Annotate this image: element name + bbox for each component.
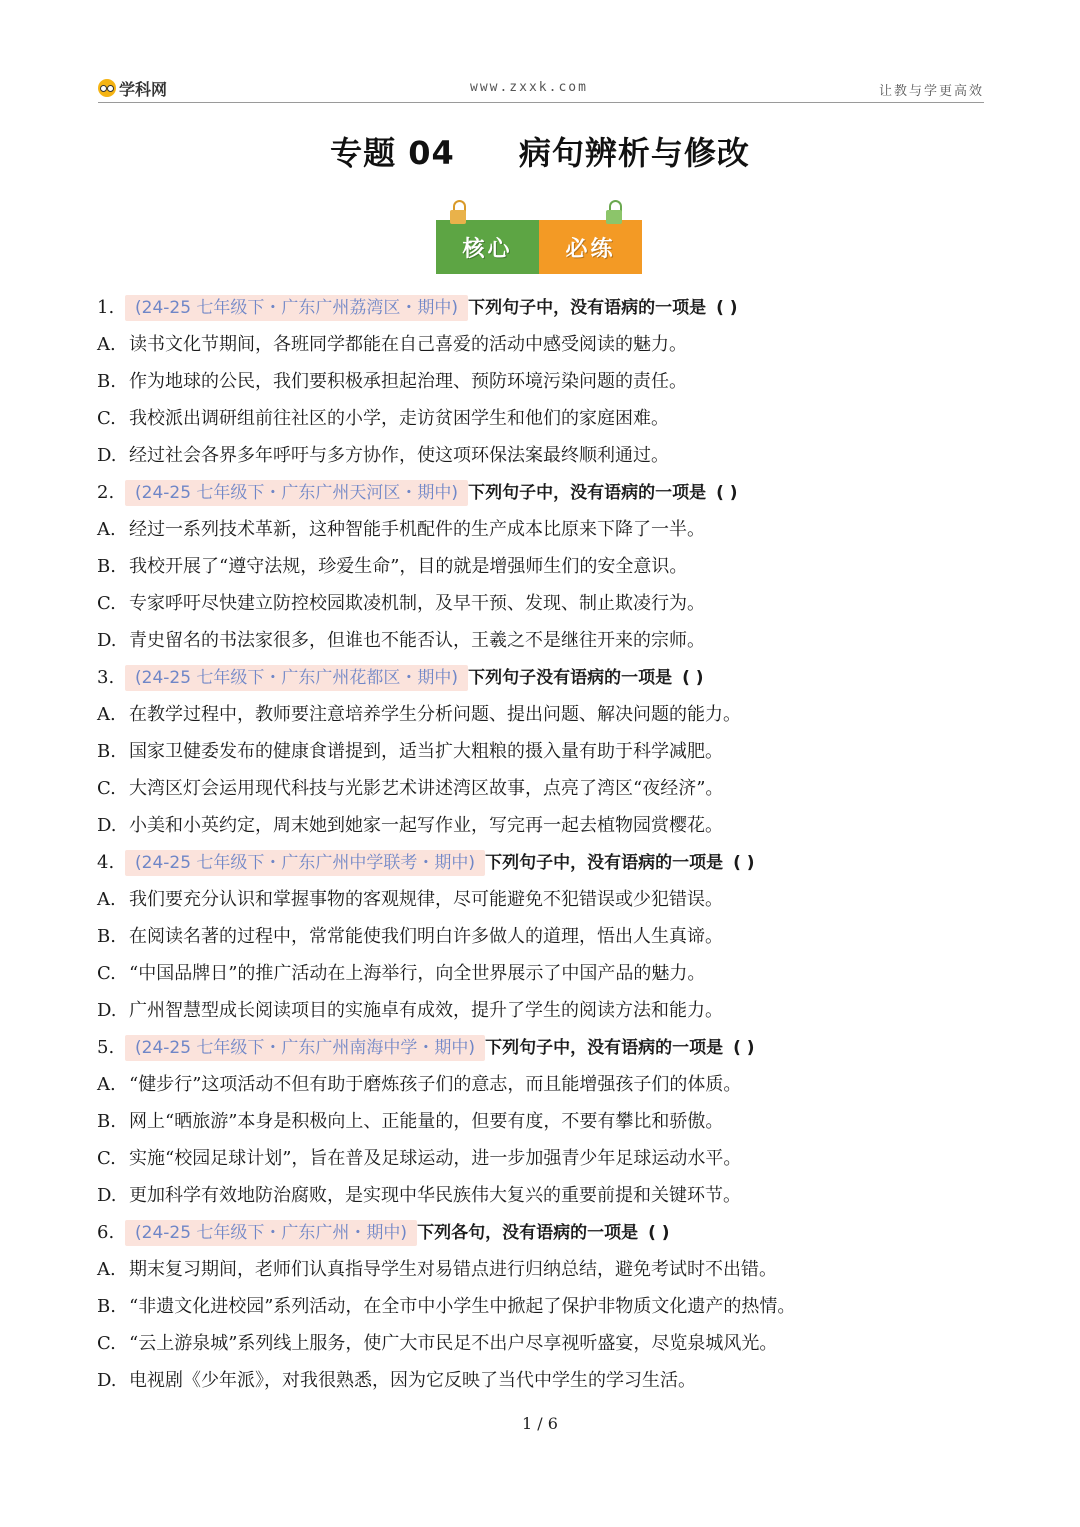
answer-blank: ( ) xyxy=(733,853,755,873)
option-item xyxy=(97,1066,987,1103)
option-item xyxy=(97,400,987,437)
question-source: (24-25 七年级下・广东广州南海中学・期中) xyxy=(125,1035,485,1061)
answer-blank: ( ) xyxy=(648,1223,670,1243)
option-letter: C. xyxy=(97,963,116,984)
slogan: 让教与学更高效 xyxy=(878,84,984,99)
option-item xyxy=(97,585,987,622)
question-text: 下列各句，没有语病的一项是 xyxy=(417,1223,639,1243)
option-text: 读书文化节期间，各班同学都能在自己喜爱的活动中感受阅读的魅力。 xyxy=(129,334,687,355)
option-letter: C. xyxy=(97,408,116,429)
page-number: 1 / 6 xyxy=(522,1414,558,1433)
question-number: 1. xyxy=(97,297,115,318)
question-source: (24-25 七年级下・广东广州花都区・期中) xyxy=(125,665,468,691)
option-letter: D. xyxy=(97,445,117,466)
option-letter: B. xyxy=(97,741,116,762)
site-logo[interactable] xyxy=(98,76,167,100)
question-stem xyxy=(97,1029,987,1066)
option-item xyxy=(97,1103,987,1140)
question-text: 下列句子没有语病的一项是 xyxy=(468,668,673,688)
answer-blank: ( ) xyxy=(682,668,704,688)
option-item xyxy=(97,363,987,400)
question-number: 6. xyxy=(97,1222,115,1243)
question-stem xyxy=(97,289,987,326)
answer-blank: ( ) xyxy=(716,483,738,503)
option-item xyxy=(97,437,987,474)
option-item xyxy=(97,955,987,992)
option-item xyxy=(97,1325,987,1362)
option-text: 实施“校园足球计划”，旨在普及足球运动，进一步加强青少年足球运动水平。 xyxy=(129,1148,742,1169)
option-letter: B. xyxy=(97,1111,116,1132)
question-number: 4. xyxy=(97,852,115,873)
option-text: 期末复习期间，老师们认真指导学生对易错点进行归纳总结，避免考试时不出错。 xyxy=(129,1259,777,1280)
option-letter: B. xyxy=(97,371,116,392)
option-item xyxy=(97,807,987,844)
question-source: (24-25 七年级下・广东广州荔湾区・期中) xyxy=(125,295,468,321)
option-letter: B. xyxy=(97,1296,116,1317)
question-list xyxy=(97,289,987,1399)
question-text: 下列句子中，没有语病的一项是 xyxy=(468,298,707,318)
question-number: 2. xyxy=(97,482,115,503)
option-text: 大湾区灯会运用现代科技与光影艺术讲述湾区故事，点亮了湾区“夜经济”。 xyxy=(129,778,724,799)
option-text: “非遗文化进校园”系列活动，在全市中小学生中掀起了保护非物质文化遗产的热情。 xyxy=(129,1296,796,1317)
option-text: “中国品牌日”的推广活动在上海举行，向全世界展示了中国产品的魅力。 xyxy=(129,963,706,984)
question-number: 5. xyxy=(97,1037,115,1058)
option-item xyxy=(97,1288,987,1325)
answer-blank: ( ) xyxy=(716,298,738,318)
binder-clip-icon xyxy=(450,200,466,224)
option-letter: A. xyxy=(97,889,116,910)
option-letter: D. xyxy=(97,1000,117,1021)
option-letter: A. xyxy=(97,1074,116,1095)
question-stem xyxy=(97,844,987,881)
option-text: 在阅读名著的过程中，常常能使我们明白许多做人的道理，悟出人生真谛。 xyxy=(129,926,723,947)
question-number: 3. xyxy=(97,667,115,688)
question-source: (24-25 七年级下・广东广州中学联考・期中) xyxy=(125,850,485,876)
option-letter: A. xyxy=(97,1259,116,1280)
option-letter: A. xyxy=(97,334,116,355)
option-item xyxy=(97,992,987,1029)
question-text: 下列句子中，没有语病的一项是 xyxy=(485,853,724,873)
option-text: 青史留名的书法家很多，但谁也不能否认，王羲之不是继往开来的宗师。 xyxy=(129,630,705,651)
option-letter: D. xyxy=(97,1185,117,1206)
topic-number: 专题 04 xyxy=(330,134,455,172)
option-text: 经过一系列技术革新，这种智能手机配件的生产成本比原来下降了一半。 xyxy=(129,519,705,540)
option-item xyxy=(97,548,987,585)
option-text: 我校开展了“遵守法规，珍爱生命”，目的就是增强师生们的安全意识。 xyxy=(129,556,688,577)
option-text: 在教学过程中，教师要注意培养学生分析问题、提出问题、解决问题的能力。 xyxy=(129,704,741,725)
banner-right-label: 必练 xyxy=(539,220,642,274)
question-text: 下列句子中，没有语病的一项是 xyxy=(468,483,707,503)
option-item xyxy=(97,696,987,733)
option-letter: C. xyxy=(97,593,116,614)
option-item xyxy=(97,918,987,955)
core-practice-banner xyxy=(436,220,642,274)
option-text: 网上“晒旅游”本身是积极向上、正能量的，但要有度，不要有攀比和骄傲。 xyxy=(129,1111,724,1132)
option-item xyxy=(97,733,987,770)
option-text: 小美和小英约定，周末她到她家一起写作业，写完再一起去植物园赏樱花。 xyxy=(129,815,723,836)
question-source: (24-25 七年级下・广东广州天河区・期中) xyxy=(125,480,468,506)
option-item xyxy=(97,770,987,807)
option-letter: A. xyxy=(97,519,116,540)
option-item xyxy=(97,1177,987,1214)
topic-name: 病句辨析与修改 xyxy=(518,134,750,172)
option-item xyxy=(97,1251,987,1288)
option-item xyxy=(97,881,987,918)
option-text: 更加科学有效地防治腐败，是实现中华民族伟大复兴的重要前提和关键环节。 xyxy=(129,1185,741,1206)
option-item xyxy=(97,1362,987,1399)
question-stem xyxy=(97,1214,987,1251)
option-text: “健步行”这项活动不但有助于磨炼孩子们的意志，而且能增强孩子们的体质。 xyxy=(129,1074,742,1095)
option-letter: C. xyxy=(97,1148,116,1169)
option-text: 专家呼吁尽快建立防控校园欺凌机制，及早干预、发现、制止欺凌行为。 xyxy=(129,593,705,614)
option-letter: C. xyxy=(97,1333,116,1354)
option-letter: A. xyxy=(97,704,116,725)
option-text: 我们要充分认识和掌握事物的客观规律，尽可能避免不犯错误或少犯错误。 xyxy=(129,889,723,910)
option-item xyxy=(97,511,987,548)
question-stem xyxy=(97,474,987,511)
option-text: 国家卫健委发布的健康食谱提到，适当扩大粗粮的摄入量有助于科学减肥。 xyxy=(129,741,723,762)
option-item xyxy=(97,622,987,659)
option-letter: D. xyxy=(97,815,117,836)
option-item xyxy=(97,1140,987,1177)
option-letter: D. xyxy=(97,1370,117,1391)
option-text: “云上游泉城”系列线上服务，使广大市民足不出户尽享视听盛宴，尽览泉城风光。 xyxy=(129,1333,778,1354)
page-header xyxy=(98,76,984,103)
binder-clip-icon xyxy=(606,200,622,224)
option-item xyxy=(97,326,987,363)
option-text: 作为地球的公民，我们要积极承担起治理、预防环境污染问题的责任。 xyxy=(129,371,687,392)
answer-blank: ( ) xyxy=(733,1038,755,1058)
banner-left-label: 核心 xyxy=(436,220,539,274)
logo-text: 学科网 xyxy=(119,79,168,99)
option-letter: B. xyxy=(97,926,116,947)
option-text: 经过社会各界多年呼吁与多方协作，使这项环保法案最终顺利通过。 xyxy=(129,445,669,466)
question-text: 下列句子中，没有语病的一项是 xyxy=(485,1038,724,1058)
option-text: 我校派出调研组前往社区的小学，走访贫困学生和他们的家庭困难。 xyxy=(129,408,669,429)
option-letter: B. xyxy=(97,556,116,577)
question-stem xyxy=(97,659,987,696)
option-letter: D. xyxy=(97,630,117,651)
option-letter: C. xyxy=(97,778,116,799)
option-text: 电视剧《少年派》，对我很熟悉，因为它反映了当代中学生的学习生活。 xyxy=(129,1370,696,1391)
owl-logo-icon xyxy=(98,79,116,97)
page-title xyxy=(0,128,1080,174)
question-source: (24-25 七年级下・广东广州・期中) xyxy=(125,1220,417,1246)
option-text: 广州智慧型成长阅读项目的实施卓有成效，提升了学生的阅读方法和能力。 xyxy=(129,1000,723,1021)
site-url[interactable]: www.zxxk.com xyxy=(470,80,588,95)
